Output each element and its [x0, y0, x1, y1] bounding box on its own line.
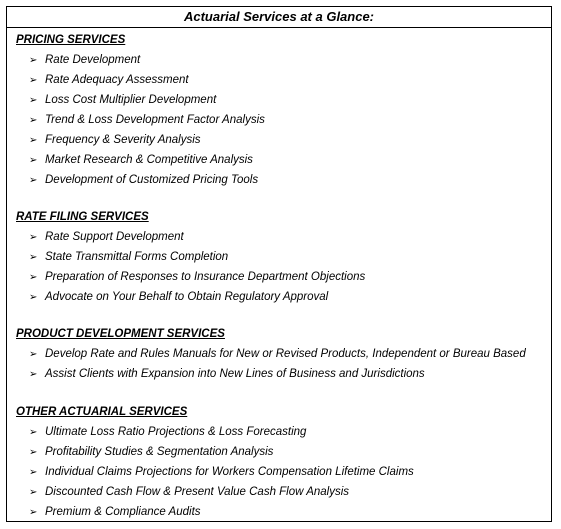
arrow-bullet-icon: ➢ — [29, 155, 38, 166]
list-item — [29, 267, 365, 287]
list-item-label: Profitability Studies & Segmentation Analysis — [45, 446, 274, 458]
section-heading: RATE FILING SERVICES — [16, 211, 149, 223]
arrow-bullet-icon: ➢ — [29, 447, 38, 458]
arrow-bullet-icon: ➢ — [29, 349, 38, 360]
list-item-label: Trend & Loss Development Factor Analysis — [45, 114, 265, 126]
list-item-label: Individual Claims Projections for Workers Compensation Lifetime Claims — [45, 466, 414, 478]
list-item-label: Development of Customized Pricing Tools — [45, 174, 259, 186]
list-item — [29, 150, 253, 170]
list-item — [29, 364, 425, 384]
arrow-bullet-icon: ➢ — [29, 75, 38, 86]
list-item-label: Rate Adequacy Assessment — [45, 74, 189, 86]
arrow-bullet-icon: ➢ — [29, 175, 38, 186]
section-heading: PRICING SERVICES — [16, 34, 126, 46]
list-item — [29, 502, 201, 522]
arrow-bullet-icon: ➢ — [29, 252, 38, 263]
list-item-label: Market Research & Competitive Analysis — [45, 154, 253, 166]
list-item-label: Assist Clients with Expansion into New Lines of Business and Jurisdictions — [45, 368, 425, 380]
arrow-bullet-icon: ➢ — [29, 55, 38, 66]
arrow-bullet-icon: ➢ — [29, 272, 38, 283]
list-item — [29, 442, 273, 462]
list-item-label: Rate Development — [45, 54, 141, 66]
arrow-bullet-icon: ➢ — [29, 135, 38, 146]
arrow-bullet-icon: ➢ — [29, 95, 38, 106]
list-item — [29, 482, 349, 502]
arrow-bullet-icon: ➢ — [29, 427, 38, 438]
arrow-bullet-icon: ➢ — [29, 507, 38, 518]
list-item-label: Rate Support Development — [45, 231, 184, 243]
list-item — [29, 130, 201, 150]
arrow-bullet-icon: ➢ — [29, 467, 38, 478]
list-item-label: Advocate on Your Behalf to Obtain Regulatory Approval — [45, 291, 329, 303]
list-item-label: Frequency & Severity Analysis — [45, 134, 201, 146]
arrow-bullet-icon: ➢ — [29, 487, 38, 498]
list-item — [29, 227, 184, 247]
section-heading: OTHER ACTUARIAL SERVICES — [16, 406, 188, 418]
panel-title: Actuarial Services at a Glance: — [7, 7, 551, 28]
list-item — [29, 287, 328, 307]
list-item-label: Preparation of Responses to Insurance Department Objections — [45, 271, 366, 283]
arrow-bullet-icon: ➢ — [29, 232, 38, 243]
section-heading: PRODUCT DEVELOPMENT SERVICES — [16, 328, 225, 340]
list-item-label: Loss Cost Multiplier Development — [45, 94, 217, 106]
list-item-label: Premium & Compliance Audits — [45, 506, 201, 518]
arrow-bullet-icon: ➢ — [29, 369, 38, 380]
list-item — [29, 462, 414, 482]
arrow-bullet-icon: ➢ — [29, 292, 38, 303]
list-item-label: Ultimate Loss Ratio Projections & Loss Forecasting — [45, 426, 307, 438]
list-item — [29, 50, 140, 70]
list-item — [29, 110, 265, 130]
list-item — [29, 70, 189, 90]
list-item — [29, 344, 526, 364]
services-panel — [6, 6, 552, 522]
arrow-bullet-icon: ➢ — [29, 115, 38, 126]
list-item-label: Discounted Cash Flow & Present Value Cash Flow Analysis — [45, 486, 350, 498]
list-item — [29, 170, 258, 190]
list-item — [29, 247, 228, 267]
list-item-label: State Transmittal Forms Completion — [45, 251, 229, 263]
list-item — [29, 90, 216, 110]
list-item-label: Develop Rate and Rules Manuals for New or Revised Products, Independent or Bureau Based — [45, 348, 526, 360]
list-item — [29, 422, 306, 442]
